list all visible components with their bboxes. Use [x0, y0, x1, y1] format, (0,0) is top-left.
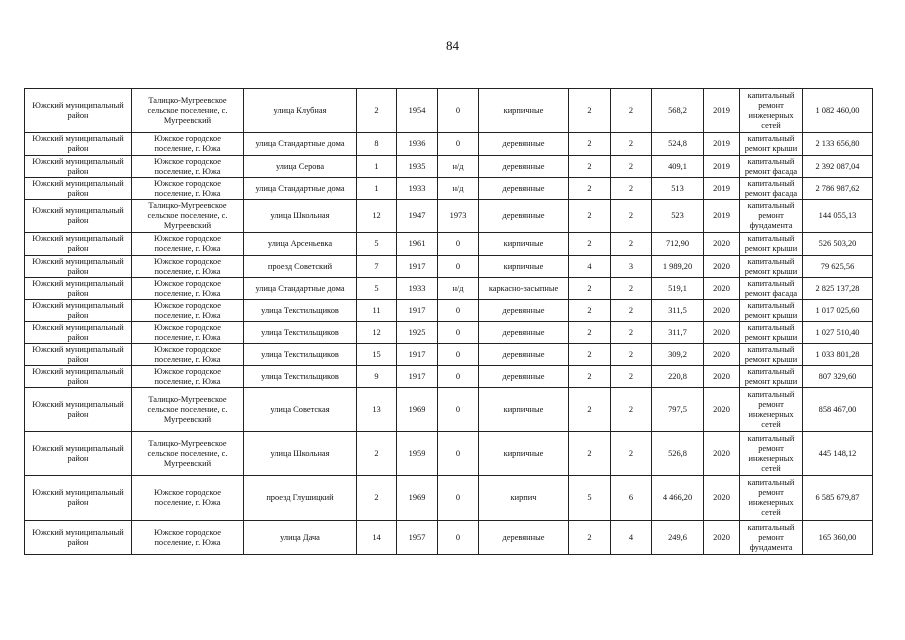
settlement-cell: Южское городское поселение, г. Южа: [132, 133, 244, 156]
last-overhaul-year-cell: 0: [438, 476, 479, 521]
plan-year-cell: 2020: [704, 366, 740, 388]
last-overhaul-year-cell: н/д: [438, 278, 479, 300]
street-cell: улица Стандартные дома: [244, 178, 357, 200]
cost-cell: 1 082 460,00: [803, 89, 873, 133]
cost-cell: 858 467,00: [803, 388, 873, 432]
table-row: [25, 521, 873, 555]
work-type-cell: капитальный ремонт инженерных сетей: [740, 476, 803, 521]
last-overhaul-year-cell: 0: [438, 521, 479, 555]
settlement-cell: Южское городское поселение, г. Южа: [132, 322, 244, 344]
wall-material-cell: деревянные: [479, 178, 569, 200]
floors-cell: 2: [569, 178, 611, 200]
table-row: [25, 388, 873, 432]
cost-cell: 6 585 679,87: [803, 476, 873, 521]
work-type-cell: капитальный ремонт крыши: [740, 300, 803, 322]
district-cell: Южский муниципальный район: [25, 156, 132, 178]
entrances-cell: 2: [611, 388, 652, 432]
table-row: [25, 476, 873, 521]
area-cell: 568,2: [652, 89, 704, 133]
work-type-cell: капитальный ремонт фундамента: [740, 521, 803, 555]
floors-cell: 2: [569, 133, 611, 156]
work-type-cell: капитальный ремонт фасада: [740, 156, 803, 178]
house-number-cell: 12: [357, 322, 397, 344]
area-cell: 519,1: [652, 278, 704, 300]
plan-year-cell: 2019: [704, 156, 740, 178]
last-overhaul-year-cell: 0: [438, 133, 479, 156]
plan-year-cell: 2020: [704, 388, 740, 432]
house-number-cell: 9: [357, 366, 397, 388]
house-number-cell: 2: [357, 476, 397, 521]
year-built-cell: 1917: [397, 366, 438, 388]
street-cell: проезд Советский: [244, 256, 357, 278]
district-cell: Южский муниципальный район: [25, 322, 132, 344]
work-type-cell: капитальный ремонт инженерных сетей: [740, 432, 803, 476]
wall-material-cell: деревянные: [479, 156, 569, 178]
entrances-cell: 4: [611, 521, 652, 555]
entrances-cell: 2: [611, 432, 652, 476]
entrances-cell: 2: [611, 89, 652, 133]
street-cell: улица Текстильщиков: [244, 344, 357, 366]
year-built-cell: 1925: [397, 322, 438, 344]
street-cell: улица Текстильщиков: [244, 366, 357, 388]
table-row: [25, 300, 873, 322]
table-row: [25, 233, 873, 256]
entrances-cell: 2: [611, 156, 652, 178]
table-body: [25, 89, 873, 555]
wall-material-cell: деревянные: [479, 521, 569, 555]
year-built-cell: 1933: [397, 178, 438, 200]
floors-cell: 2: [569, 89, 611, 133]
street-cell: улица Текстильщиков: [244, 300, 357, 322]
last-overhaul-year-cell: н/д: [438, 156, 479, 178]
cost-cell: 2 133 656,80: [803, 133, 873, 156]
wall-material-cell: каркасно-засыпные: [479, 278, 569, 300]
house-number-cell: 2: [357, 89, 397, 133]
work-type-cell: капитальный ремонт инженерных сетей: [740, 89, 803, 133]
floors-cell: 2: [569, 200, 611, 233]
cost-cell: 445 148,12: [803, 432, 873, 476]
plan-year-cell: 2020: [704, 278, 740, 300]
year-built-cell: 1954: [397, 89, 438, 133]
settlement-cell: Южское городское поселение, г. Южа: [132, 300, 244, 322]
table-row: [25, 156, 873, 178]
plan-year-cell: 2019: [704, 133, 740, 156]
cost-cell: 79 625,56: [803, 256, 873, 278]
floors-cell: 2: [569, 322, 611, 344]
district-cell: Южский муниципальный район: [25, 476, 132, 521]
area-cell: 523: [652, 200, 704, 233]
district-cell: Южский муниципальный район: [25, 178, 132, 200]
table-row: [25, 200, 873, 233]
floors-cell: 2: [569, 366, 611, 388]
area-cell: 311,7: [652, 322, 704, 344]
floors-cell: 2: [569, 156, 611, 178]
year-built-cell: 1917: [397, 300, 438, 322]
house-number-cell: 12: [357, 200, 397, 233]
settlement-cell: Южское городское поселение, г. Южа: [132, 178, 244, 200]
district-cell: Южский муниципальный район: [25, 200, 132, 233]
table-row: [25, 322, 873, 344]
plan-year-cell: 2020: [704, 344, 740, 366]
floors-cell: 2: [569, 432, 611, 476]
district-cell: Южский муниципальный район: [25, 521, 132, 555]
last-overhaul-year-cell: 0: [438, 233, 479, 256]
settlement-cell: Южское городское поселение, г. Южа: [132, 233, 244, 256]
page-number: 84: [446, 38, 459, 53]
district-cell: Южский муниципальный район: [25, 233, 132, 256]
street-cell: улица Стандартные дома: [244, 133, 357, 156]
plan-year-cell: 2020: [704, 233, 740, 256]
last-overhaul-year-cell: 0: [438, 256, 479, 278]
settlement-cell: Южское городское поселение, г. Южа: [132, 156, 244, 178]
last-overhaul-year-cell: 0: [438, 89, 479, 133]
house-number-cell: 14: [357, 521, 397, 555]
area-cell: 524,8: [652, 133, 704, 156]
plan-year-cell: 2020: [704, 432, 740, 476]
last-overhaul-year-cell: 0: [438, 388, 479, 432]
floors-cell: 2: [569, 278, 611, 300]
work-type-cell: капитальный ремонт крыши: [740, 256, 803, 278]
table-row: [25, 366, 873, 388]
table-row: [25, 256, 873, 278]
area-cell: 309,2: [652, 344, 704, 366]
wall-material-cell: кирпичные: [479, 89, 569, 133]
work-type-cell: капитальный ремонт фундамента: [740, 200, 803, 233]
wall-material-cell: кирпичные: [479, 256, 569, 278]
district-cell: Южский муниципальный район: [25, 256, 132, 278]
table-row: [25, 178, 873, 200]
year-built-cell: 1969: [397, 476, 438, 521]
floors-cell: 2: [569, 233, 611, 256]
settlement-cell: Талицко-Мугреевское сельское поселение, с. Мугреевский: [132, 89, 244, 133]
wall-material-cell: деревянные: [479, 366, 569, 388]
entrances-cell: 3: [611, 256, 652, 278]
floors-cell: 2: [569, 344, 611, 366]
area-cell: 409,1: [652, 156, 704, 178]
wall-material-cell: деревянные: [479, 200, 569, 233]
plan-year-cell: 2020: [704, 476, 740, 521]
entrances-cell: 6: [611, 476, 652, 521]
table-row: [25, 133, 873, 156]
house-number-cell: 13: [357, 388, 397, 432]
year-built-cell: 1917: [397, 256, 438, 278]
year-built-cell: 1959: [397, 432, 438, 476]
settlement-cell: Южское городское поселение, г. Южа: [132, 256, 244, 278]
district-cell: Южский муниципальный район: [25, 278, 132, 300]
cost-cell: 807 329,60: [803, 366, 873, 388]
area-cell: 513: [652, 178, 704, 200]
floors-cell: 5: [569, 476, 611, 521]
settlement-cell: Талицко-Мугреевское сельское поселение, с. Мугреевский: [132, 432, 244, 476]
work-type-cell: капитальный ремонт фасада: [740, 178, 803, 200]
year-built-cell: 1917: [397, 344, 438, 366]
entrances-cell: 2: [611, 178, 652, 200]
plan-year-cell: 2019: [704, 178, 740, 200]
cost-cell: 526 503,20: [803, 233, 873, 256]
street-cell: улица Школьная: [244, 200, 357, 233]
settlement-cell: Южское городское поселение, г. Южа: [132, 521, 244, 555]
cost-cell: 1 033 801,28: [803, 344, 873, 366]
district-cell: Южский муниципальный район: [25, 388, 132, 432]
plan-year-cell: 2020: [704, 521, 740, 555]
street-cell: улица Клубная: [244, 89, 357, 133]
plan-year-cell: 2020: [704, 322, 740, 344]
work-type-cell: капитальный ремонт инженерных сетей: [740, 388, 803, 432]
district-cell: Южский муниципальный район: [25, 133, 132, 156]
year-built-cell: 1961: [397, 233, 438, 256]
area-cell: 526,8: [652, 432, 704, 476]
year-built-cell: 1969: [397, 388, 438, 432]
settlement-cell: Южское городское поселение, г. Южа: [132, 278, 244, 300]
house-number-cell: 1: [357, 178, 397, 200]
cost-cell: 2 825 137,28: [803, 278, 873, 300]
table-row: [25, 432, 873, 476]
last-overhaul-year-cell: 0: [438, 300, 479, 322]
street-cell: улица Школьная: [244, 432, 357, 476]
wall-material-cell: деревянные: [479, 322, 569, 344]
last-overhaul-year-cell: 0: [438, 322, 479, 344]
area-cell: 220,8: [652, 366, 704, 388]
entrances-cell: 2: [611, 233, 652, 256]
area-cell: 249,6: [652, 521, 704, 555]
house-number-cell: 5: [357, 233, 397, 256]
plan-year-cell: 2020: [704, 300, 740, 322]
district-cell: Южский муниципальный район: [25, 300, 132, 322]
floors-cell: 2: [569, 521, 611, 555]
house-number-cell: 8: [357, 133, 397, 156]
wall-material-cell: кирпич: [479, 476, 569, 521]
house-number-cell: 11: [357, 300, 397, 322]
cost-cell: 1 017 025,60: [803, 300, 873, 322]
wall-material-cell: деревянные: [479, 300, 569, 322]
work-type-cell: капитальный ремонт крыши: [740, 233, 803, 256]
entrances-cell: 2: [611, 133, 652, 156]
street-cell: проезд Глушицкий: [244, 476, 357, 521]
year-built-cell: 1936: [397, 133, 438, 156]
last-overhaul-year-cell: 0: [438, 432, 479, 476]
entrances-cell: 2: [611, 300, 652, 322]
table-row: [25, 89, 873, 133]
district-cell: Южский муниципальный район: [25, 89, 132, 133]
last-overhaul-year-cell: н/д: [438, 178, 479, 200]
wall-material-cell: деревянные: [479, 133, 569, 156]
last-overhaul-year-cell: 0: [438, 366, 479, 388]
street-cell: улица Арсеньевка: [244, 233, 357, 256]
year-built-cell: 1935: [397, 156, 438, 178]
work-type-cell: капитальный ремонт крыши: [740, 344, 803, 366]
street-cell: улица Стандартные дома: [244, 278, 357, 300]
street-cell: улица Серова: [244, 156, 357, 178]
last-overhaul-year-cell: 1973: [438, 200, 479, 233]
wall-material-cell: кирпичные: [479, 432, 569, 476]
area-cell: 712,90: [652, 233, 704, 256]
wall-material-cell: кирпичные: [479, 388, 569, 432]
area-cell: 4 466,20: [652, 476, 704, 521]
settlement-cell: Талицко-Мугреевское сельское поселение, с. Мугреевский: [132, 388, 244, 432]
area-cell: 311,5: [652, 300, 704, 322]
work-type-cell: капитальный ремонт крыши: [740, 366, 803, 388]
settlement-cell: Южское городское поселение, г. Южа: [132, 476, 244, 521]
house-number-cell: 7: [357, 256, 397, 278]
floors-cell: 2: [569, 388, 611, 432]
cost-cell: 2 786 987,62: [803, 178, 873, 200]
street-cell: улица Советская: [244, 388, 357, 432]
table-row: [25, 344, 873, 366]
house-number-cell: 15: [357, 344, 397, 366]
house-number-cell: 5: [357, 278, 397, 300]
area-cell: 1 989,20: [652, 256, 704, 278]
entrances-cell: 2: [611, 322, 652, 344]
work-type-cell: капитальный ремонт крыши: [740, 133, 803, 156]
settlement-cell: Талицко-Мугреевское сельское поселение, с. Мугреевский: [132, 200, 244, 233]
settlement-cell: Южское городское поселение, г. Южа: [132, 344, 244, 366]
house-number-cell: 2: [357, 432, 397, 476]
cost-cell: 144 055,13: [803, 200, 873, 233]
work-type-cell: капитальный ремонт крыши: [740, 322, 803, 344]
plan-year-cell: 2019: [704, 89, 740, 133]
cost-cell: 1 027 510,40: [803, 322, 873, 344]
street-cell: улица Текстильщиков: [244, 322, 357, 344]
street-cell: улица Дача: [244, 521, 357, 555]
year-built-cell: 1947: [397, 200, 438, 233]
district-cell: Южский муниципальный район: [25, 366, 132, 388]
entrances-cell: 2: [611, 200, 652, 233]
overhaul-table: [24, 88, 873, 555]
settlement-cell: Южское городское поселение, г. Южа: [132, 366, 244, 388]
work-type-cell: капитальный ремонт фасада: [740, 278, 803, 300]
plan-year-cell: 2019: [704, 200, 740, 233]
year-built-cell: 1957: [397, 521, 438, 555]
floors-cell: 2: [569, 300, 611, 322]
entrances-cell: 2: [611, 278, 652, 300]
area-cell: 797,5: [652, 388, 704, 432]
year-built-cell: 1933: [397, 278, 438, 300]
house-number-cell: 1: [357, 156, 397, 178]
wall-material-cell: кирпичные: [479, 233, 569, 256]
district-cell: Южский муниципальный район: [25, 432, 132, 476]
cost-cell: 165 360,00: [803, 521, 873, 555]
district-cell: Южский муниципальный район: [25, 344, 132, 366]
entrances-cell: 2: [611, 344, 652, 366]
floors-cell: 4: [569, 256, 611, 278]
cost-cell: 2 392 087,04: [803, 156, 873, 178]
wall-material-cell: деревянные: [479, 344, 569, 366]
entrances-cell: 2: [611, 366, 652, 388]
table-row: [25, 278, 873, 300]
plan-year-cell: 2020: [704, 256, 740, 278]
last-overhaul-year-cell: 0: [438, 344, 479, 366]
